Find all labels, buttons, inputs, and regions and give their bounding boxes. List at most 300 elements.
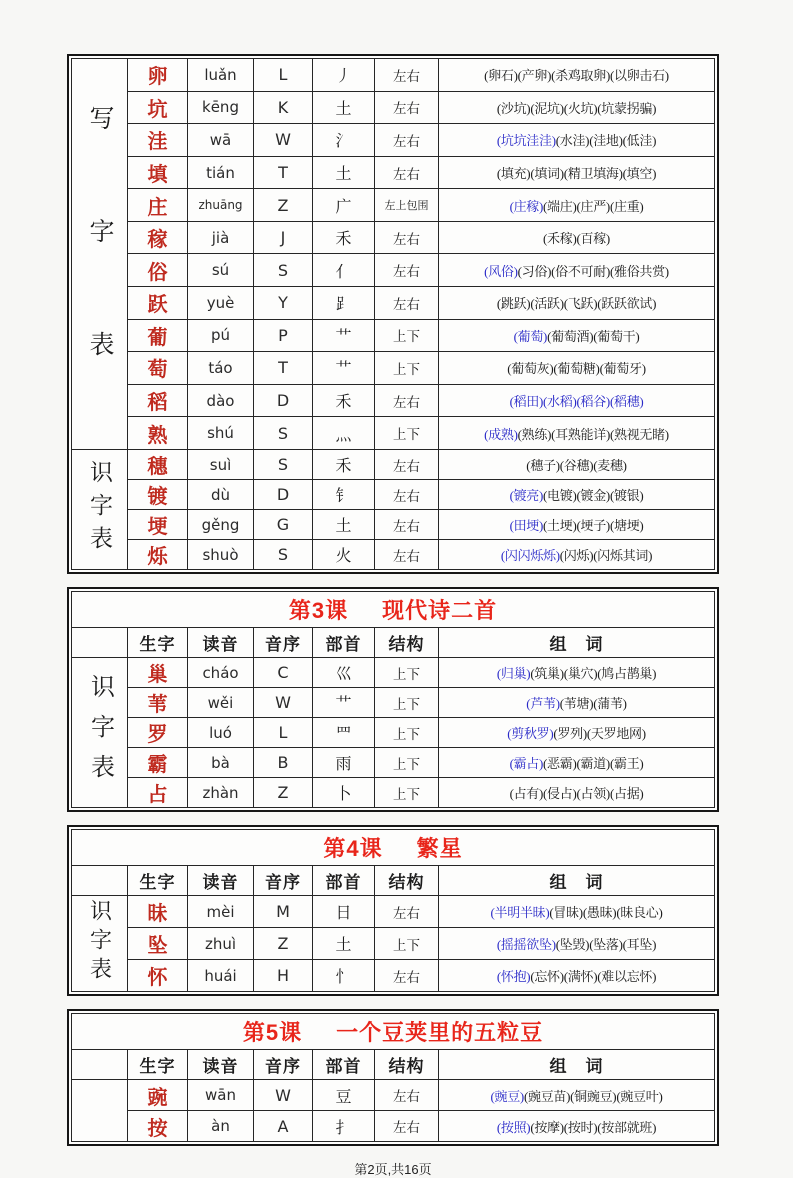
lesson-table-0 bbox=[67, 54, 719, 574]
word-item: (百稼) bbox=[576, 231, 610, 247]
header-label-blank-cell bbox=[72, 1050, 128, 1080]
char-cell: 苇 bbox=[128, 688, 188, 718]
word-item: (冒昧) bbox=[549, 905, 583, 920]
char-cell: 庄 bbox=[128, 189, 188, 222]
initial-cell: T bbox=[254, 156, 313, 189]
pinyin-cell: tián bbox=[188, 156, 254, 189]
pinyin-cell: zhuāng bbox=[188, 189, 254, 222]
pinyin-cell: jià bbox=[188, 221, 254, 254]
structure-cell: 上下 bbox=[375, 417, 439, 450]
char-cell: 烁 bbox=[128, 540, 188, 570]
radical-cell: 卜 bbox=[313, 778, 375, 808]
table-row bbox=[72, 254, 715, 287]
word-item: (庄重) bbox=[609, 198, 644, 214]
table-row bbox=[72, 287, 715, 320]
pinyin-cell: shuò bbox=[188, 540, 254, 570]
document-content bbox=[67, 54, 719, 1178]
pinyin-cell: cháo bbox=[188, 658, 254, 688]
word-item: (洼地) bbox=[589, 133, 623, 149]
initial-cell: L bbox=[254, 718, 313, 748]
words-cell bbox=[439, 417, 715, 450]
char-cell: 洼 bbox=[128, 124, 188, 157]
word-item: (按摩) bbox=[530, 1119, 564, 1135]
word-item: (忘怀) bbox=[530, 969, 564, 984]
column-header-cell: 部首 bbox=[313, 1050, 375, 1080]
table-title bbox=[72, 1014, 715, 1050]
structure-cell: 左右 bbox=[375, 287, 439, 320]
table-title bbox=[72, 592, 715, 628]
word-item: (镀银) bbox=[609, 488, 644, 503]
section-label-cell bbox=[72, 896, 128, 992]
radical-cell: 扌 bbox=[313, 1111, 375, 1142]
word-item: (豌豆叶) bbox=[616, 1088, 663, 1104]
words-cell bbox=[439, 540, 715, 570]
words-cell bbox=[439, 928, 715, 960]
radical-cell: 土 bbox=[313, 156, 375, 189]
table-title bbox=[72, 830, 715, 866]
initial-cell: W bbox=[254, 688, 313, 718]
column-header-cell: 音序 bbox=[254, 866, 313, 896]
column-header-cell: 生字 bbox=[128, 1050, 188, 1080]
pinyin-cell: zhàn bbox=[188, 778, 254, 808]
initial-cell: L bbox=[254, 59, 313, 92]
word-item: (泥坑) bbox=[530, 100, 564, 116]
word-item: (俗不可耐) bbox=[551, 263, 610, 279]
table-row bbox=[72, 960, 715, 992]
initial-cell: Z bbox=[254, 778, 313, 808]
words-cell bbox=[439, 510, 715, 540]
word-item: (筑巢) bbox=[530, 666, 564, 681]
word-item: (侵占) bbox=[543, 786, 577, 801]
column-header-cell: 读音 bbox=[188, 866, 254, 896]
word-item: (雅俗共赏) bbox=[609, 263, 669, 279]
lesson-table-2 bbox=[67, 825, 719, 996]
table-row bbox=[72, 384, 715, 417]
radical-cell: 禾 bbox=[313, 450, 375, 480]
pinyin-cell: luó bbox=[188, 718, 254, 748]
structure-cell: 上下 bbox=[375, 319, 439, 352]
initial-cell: T bbox=[254, 352, 313, 385]
word-item: (苇塘) bbox=[559, 696, 594, 711]
words-cell bbox=[439, 688, 715, 718]
word-item: (耳坠) bbox=[622, 937, 657, 952]
char-cell: 霸 bbox=[128, 748, 188, 778]
pinyin-cell: àn bbox=[188, 1111, 254, 1142]
radical-cell: 禾 bbox=[313, 384, 375, 417]
word-item: (鸠占鹊巢) bbox=[597, 666, 657, 681]
words-cell bbox=[439, 1080, 715, 1111]
words-cell bbox=[439, 896, 715, 928]
word-item: (芦苇) bbox=[526, 696, 560, 711]
word-item: (坑蒙拐骗) bbox=[597, 100, 657, 116]
word-item: (霸王) bbox=[609, 756, 644, 771]
structure-cell: 左右 bbox=[375, 59, 439, 92]
word-item: (跃跃欲试) bbox=[597, 296, 657, 312]
table-row bbox=[72, 319, 715, 352]
structure-cell: 左右 bbox=[375, 480, 439, 510]
word-item: (闪烁) bbox=[559, 548, 594, 563]
radical-cell: 氵 bbox=[313, 124, 375, 157]
column-header-cell: 结构 bbox=[375, 1050, 439, 1080]
table-row bbox=[72, 896, 715, 928]
radical-cell: 罒 bbox=[313, 718, 375, 748]
word-item: (填空) bbox=[622, 166, 657, 182]
initial-cell: S bbox=[254, 450, 313, 480]
words-cell bbox=[439, 748, 715, 778]
table-row bbox=[72, 510, 715, 540]
table-row bbox=[72, 480, 715, 510]
column-header-row bbox=[72, 628, 715, 658]
radical-cell: 艹 bbox=[313, 352, 375, 385]
word-item: (稻穗) bbox=[609, 394, 644, 410]
column-header-cell: 部首 bbox=[313, 628, 375, 658]
radical-cell: 钅 bbox=[313, 480, 375, 510]
table-row bbox=[72, 1080, 715, 1111]
structure-cell: 上下 bbox=[375, 688, 439, 718]
radical-cell: 艹 bbox=[313, 319, 375, 352]
word-item: (葡萄糖) bbox=[553, 361, 600, 377]
word-item: (电镀) bbox=[543, 488, 577, 503]
table-row bbox=[72, 928, 715, 960]
word-item: (罗列) bbox=[553, 726, 587, 741]
table-title-row bbox=[72, 1014, 715, 1050]
pinyin-cell: táo bbox=[188, 352, 254, 385]
char-cell: 萄 bbox=[128, 352, 188, 385]
pinyin-cell: wā bbox=[188, 124, 254, 157]
structure-cell: 上下 bbox=[375, 718, 439, 748]
vocab-table bbox=[71, 591, 715, 808]
word-item: (稻谷) bbox=[576, 394, 610, 410]
char-cell: 昧 bbox=[128, 896, 188, 928]
lesson-table-3 bbox=[67, 1009, 719, 1146]
initial-cell: C bbox=[254, 658, 313, 688]
word-item: (占据) bbox=[609, 786, 644, 801]
section-label-cell bbox=[72, 59, 128, 450]
word-item: (土埂) bbox=[543, 518, 577, 533]
table-row bbox=[72, 540, 715, 570]
word-item: (豌豆) bbox=[490, 1088, 524, 1104]
column-header-cell: 音序 bbox=[254, 1050, 313, 1080]
structure-cell: 上下 bbox=[375, 352, 439, 385]
radical-cell: ⻊ bbox=[313, 287, 375, 320]
structure-cell: 左右 bbox=[375, 221, 439, 254]
radical-cell: 禾 bbox=[313, 221, 375, 254]
initial-cell: S bbox=[254, 540, 313, 570]
table-row bbox=[72, 778, 715, 808]
char-cell: 稻 bbox=[128, 384, 188, 417]
structure-cell: 上下 bbox=[375, 748, 439, 778]
word-item: (庄稼) bbox=[509, 198, 544, 214]
word-item: (巢穴) bbox=[563, 666, 598, 681]
word-item: (占领) bbox=[576, 786, 610, 801]
pinyin-cell: suì bbox=[188, 450, 254, 480]
initial-cell: S bbox=[254, 254, 313, 287]
word-item: (产卵) bbox=[517, 68, 552, 84]
section-label: 识字表 bbox=[87, 899, 113, 986]
pinyin-cell: dù bbox=[188, 480, 254, 510]
word-item: (端庄) bbox=[543, 198, 577, 214]
initial-cell: Y bbox=[254, 287, 313, 320]
words-cell bbox=[439, 384, 715, 417]
word-item: (豌豆苗) bbox=[523, 1088, 571, 1104]
initial-cell: P bbox=[254, 319, 313, 352]
radical-cell: 灬 bbox=[313, 417, 375, 450]
initial-cell: G bbox=[254, 510, 313, 540]
word-item: (低洼) bbox=[622, 133, 657, 149]
table-row bbox=[72, 221, 715, 254]
table-row bbox=[72, 124, 715, 157]
word-item: (活跃) bbox=[530, 296, 564, 312]
tables bbox=[67, 54, 719, 1146]
section-label-cell bbox=[72, 658, 128, 808]
word-item: (稻田) bbox=[509, 394, 544, 410]
char-cell: 豌 bbox=[128, 1080, 188, 1111]
radical-cell: 巛 bbox=[313, 658, 375, 688]
word-item: (水洼) bbox=[555, 133, 590, 149]
char-cell: 穗 bbox=[128, 450, 188, 480]
word-item: (怀抱) bbox=[496, 969, 531, 984]
char-cell: 卵 bbox=[128, 59, 188, 92]
column-header-cell: 部首 bbox=[313, 866, 375, 896]
words-cell bbox=[439, 59, 715, 92]
lesson-table-1 bbox=[67, 587, 719, 812]
title-lesson-number: 第5课 bbox=[242, 1020, 303, 1045]
char-cell: 坑 bbox=[128, 91, 188, 124]
word-item: (按时) bbox=[563, 1119, 598, 1135]
word-item: (穗子) bbox=[526, 458, 560, 473]
page-footer: 第2页,共16页 bbox=[354, 1162, 432, 1177]
radical-cell: 日 bbox=[313, 896, 375, 928]
table-row bbox=[72, 718, 715, 748]
char-cell: 葡 bbox=[128, 319, 188, 352]
radical-cell: 亻 bbox=[313, 254, 375, 287]
vocab-table bbox=[71, 829, 715, 992]
word-item: (填充) bbox=[496, 166, 531, 182]
radical-cell: 艹 bbox=[313, 688, 375, 718]
radical-cell: 忄 bbox=[313, 960, 375, 992]
initial-cell: K bbox=[254, 91, 313, 124]
table-row bbox=[72, 658, 715, 688]
column-header-cell: 读音 bbox=[188, 628, 254, 658]
column-header-cell: 读音 bbox=[188, 1050, 254, 1080]
initial-cell: W bbox=[254, 1080, 313, 1111]
header-label-blank-cell bbox=[72, 866, 128, 896]
title-lesson-name: 繁星 bbox=[416, 836, 463, 861]
word-item: (坠落) bbox=[589, 937, 623, 952]
column-header-cell: 组 词 bbox=[439, 628, 715, 658]
word-item: (跳跃) bbox=[496, 296, 531, 312]
initial-cell: A bbox=[254, 1111, 313, 1142]
word-item: (熟视无睹) bbox=[609, 426, 669, 442]
char-cell: 埂 bbox=[128, 510, 188, 540]
column-header-cell: 生字 bbox=[128, 628, 188, 658]
word-item: (卵石) bbox=[484, 68, 518, 84]
word-item: (埂子) bbox=[576, 518, 610, 533]
structure-cell: 左右 bbox=[375, 960, 439, 992]
title-lesson-number: 第3课 bbox=[288, 598, 349, 623]
initial-cell: M bbox=[254, 896, 313, 928]
pinyin-cell: zhuì bbox=[188, 928, 254, 960]
words-cell bbox=[439, 480, 715, 510]
pinyin-cell: gěng bbox=[188, 510, 254, 540]
word-item: (天罗地网) bbox=[586, 726, 646, 741]
section-label-cell bbox=[72, 450, 128, 570]
structure-cell: 左右 bbox=[375, 1111, 439, 1142]
word-item: (耳熟能详) bbox=[551, 426, 610, 442]
radical-cell: 土 bbox=[313, 91, 375, 124]
table-row bbox=[72, 156, 715, 189]
word-item: (杀鸡取卵) bbox=[551, 68, 610, 84]
word-item: (半明半昧) bbox=[490, 905, 550, 920]
pinyin-cell: sú bbox=[188, 254, 254, 287]
words-cell bbox=[439, 91, 715, 124]
structure-cell: 左右 bbox=[375, 540, 439, 570]
structure-cell: 上下 bbox=[375, 658, 439, 688]
word-item: (禾稼) bbox=[543, 231, 577, 247]
word-item: (习俗) bbox=[517, 263, 552, 279]
table-row bbox=[72, 417, 715, 450]
structure-cell: 左上包围 bbox=[375, 189, 439, 222]
word-item: (精卫填海) bbox=[563, 166, 623, 182]
word-item: (水稻) bbox=[543, 394, 577, 410]
table-row bbox=[72, 450, 715, 480]
structure-cell: 左右 bbox=[375, 896, 439, 928]
initial-cell: H bbox=[254, 960, 313, 992]
pinyin-cell: wān bbox=[188, 1080, 254, 1111]
vocab-table bbox=[71, 1013, 715, 1142]
word-item: (难以忘怀) bbox=[597, 969, 657, 984]
char-cell: 熟 bbox=[128, 417, 188, 450]
radical-cell: 广 bbox=[313, 189, 375, 222]
word-item: (以卵击石) bbox=[609, 68, 669, 84]
char-cell: 坠 bbox=[128, 928, 188, 960]
section-label: 识字表 bbox=[87, 460, 112, 559]
pinyin-cell: kēng bbox=[188, 91, 254, 124]
structure-cell: 左右 bbox=[375, 450, 439, 480]
word-item: (填词) bbox=[530, 166, 564, 182]
word-item: (蒲苇) bbox=[593, 696, 627, 711]
initial-cell: J bbox=[254, 221, 313, 254]
words-cell bbox=[439, 287, 715, 320]
word-item: (谷穗) bbox=[559, 458, 594, 473]
word-item: (铜豌豆) bbox=[570, 1088, 617, 1104]
word-item: (飞跃) bbox=[563, 296, 598, 312]
word-item: (田埂) bbox=[509, 518, 544, 533]
table-row bbox=[72, 91, 715, 124]
word-item: (葡萄牙) bbox=[599, 361, 646, 377]
initial-cell: S bbox=[254, 417, 313, 450]
word-item: (坑坑洼洼) bbox=[496, 133, 556, 149]
initial-cell: Z bbox=[254, 928, 313, 960]
words-cell bbox=[439, 352, 715, 385]
word-item: (霸占) bbox=[509, 756, 544, 771]
words-cell bbox=[439, 124, 715, 157]
pinyin-cell: yuè bbox=[188, 287, 254, 320]
char-cell: 跃 bbox=[128, 287, 188, 320]
table-row bbox=[72, 1111, 715, 1142]
vocab-table bbox=[71, 58, 715, 570]
radical-cell: 丿 bbox=[313, 59, 375, 92]
table-title-row bbox=[72, 592, 715, 628]
word-item: (成熟) bbox=[484, 426, 518, 442]
initial-cell: D bbox=[254, 480, 313, 510]
words-cell bbox=[439, 658, 715, 688]
table-title-row bbox=[72, 830, 715, 866]
word-item: (麦穗) bbox=[593, 458, 627, 473]
words-cell bbox=[439, 189, 715, 222]
char-cell: 俗 bbox=[128, 254, 188, 287]
column-header-row bbox=[72, 1050, 715, 1080]
structure-cell: 左右 bbox=[375, 384, 439, 417]
word-item: (镀金) bbox=[576, 488, 610, 503]
initial-cell: D bbox=[254, 384, 313, 417]
initial-cell: B bbox=[254, 748, 313, 778]
section-label: 写字表 bbox=[86, 105, 113, 444]
word-item: (熟练) bbox=[517, 426, 552, 442]
word-item: (按照) bbox=[496, 1119, 531, 1135]
words-cell bbox=[439, 156, 715, 189]
word-item: (葡萄干) bbox=[593, 328, 640, 344]
words-cell bbox=[439, 960, 715, 992]
structure-cell: 上下 bbox=[375, 928, 439, 960]
pinyin-cell: bà bbox=[188, 748, 254, 778]
title-lesson-number: 第4课 bbox=[323, 836, 383, 861]
table-row bbox=[72, 688, 715, 718]
words-cell bbox=[439, 254, 715, 287]
column-header-cell: 结构 bbox=[375, 628, 439, 658]
word-item: (剪秋罗) bbox=[507, 726, 554, 741]
table-row bbox=[72, 189, 715, 222]
word-item: (坠毁) bbox=[555, 937, 590, 952]
column-header-cell: 生字 bbox=[128, 866, 188, 896]
word-item: (塘埂) bbox=[609, 518, 644, 533]
char-cell: 怀 bbox=[128, 960, 188, 992]
structure-cell: 左右 bbox=[375, 1080, 439, 1111]
char-cell: 按 bbox=[128, 1111, 188, 1142]
word-item: (恶霸) bbox=[543, 756, 577, 771]
pinyin-cell: wěi bbox=[188, 688, 254, 718]
initial-cell: Z bbox=[254, 189, 313, 222]
radical-cell: 火 bbox=[313, 540, 375, 570]
structure-cell: 左右 bbox=[375, 510, 439, 540]
column-header-cell: 组 词 bbox=[439, 866, 715, 896]
structure-cell: 上下 bbox=[375, 778, 439, 808]
char-cell: 巢 bbox=[128, 658, 188, 688]
section-label: 识字表 bbox=[86, 674, 113, 794]
char-cell: 罗 bbox=[128, 718, 188, 748]
words-cell bbox=[439, 319, 715, 352]
char-cell: 稼 bbox=[128, 221, 188, 254]
word-item: (占有) bbox=[509, 786, 544, 801]
pinyin-cell: mèi bbox=[188, 896, 254, 928]
word-item: (满怀) bbox=[563, 969, 598, 984]
pinyin-cell: dào bbox=[188, 384, 254, 417]
radical-cell: 土 bbox=[313, 928, 375, 960]
words-cell bbox=[439, 718, 715, 748]
word-item: (火坑) bbox=[563, 100, 598, 116]
word-item: (昧良心) bbox=[616, 905, 663, 920]
words-cell bbox=[439, 221, 715, 254]
structure-cell: 左右 bbox=[375, 156, 439, 189]
word-item: (葡萄酒) bbox=[547, 328, 594, 344]
word-item: (庄严) bbox=[576, 198, 610, 214]
word-item: (葡萄) bbox=[513, 328, 548, 344]
word-item: (按部就班) bbox=[597, 1119, 657, 1135]
word-item: (镀亮) bbox=[509, 488, 544, 503]
char-cell: 填 bbox=[128, 156, 188, 189]
word-item: (归巢) bbox=[496, 666, 531, 681]
char-cell: 镀 bbox=[128, 480, 188, 510]
